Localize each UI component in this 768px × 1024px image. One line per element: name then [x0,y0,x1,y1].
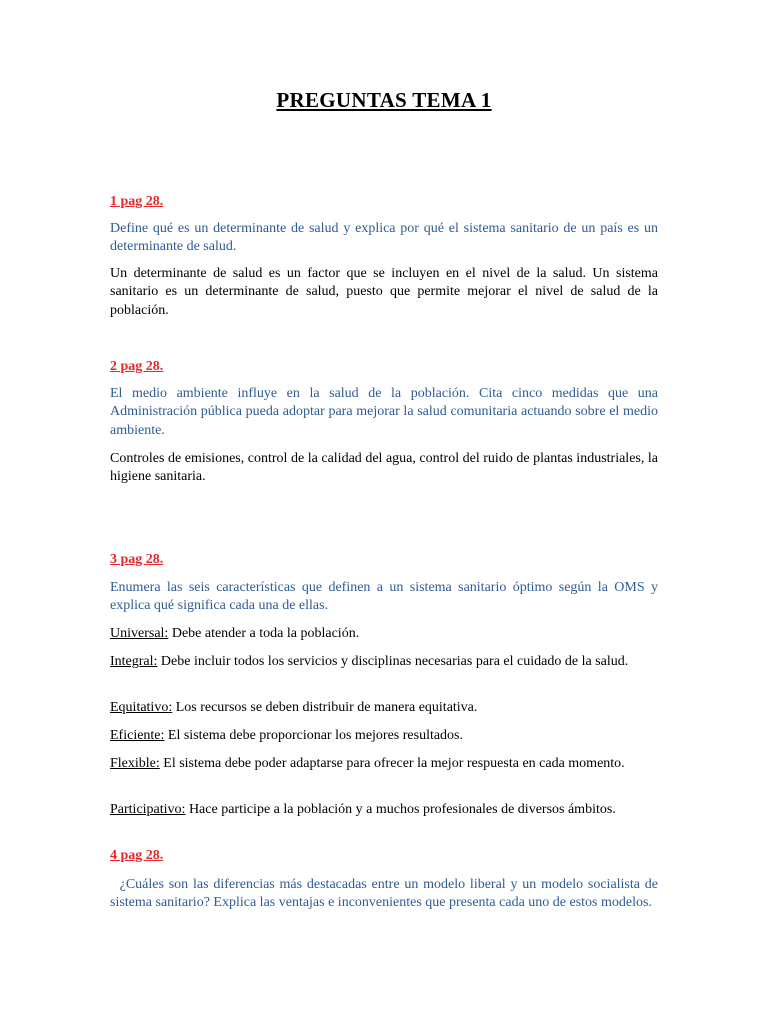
characteristic-term: Participativo: [110,802,186,817]
section-heading-4: 4 pag 28. [110,848,164,863]
characteristic-universal [110,625,658,643]
characteristic-equitativo [110,699,658,717]
characteristic-term: Equitativo: [110,700,173,715]
characteristic-flexible [110,755,658,773]
characteristic-text: Hace participe a la población y a muchos profesionales de diversos ámbitos. [185,802,616,817]
answer-1: Un determinante de salud es un factor que se incluyen en el nivel de la salud. Un sistema sanitario es un determinante de salud, puesto que permite mejorar el nivel de salud de la población. [110,266,658,318]
question-2: El medio ambiente influye en la salud de la población. Cita cinco medidas que una Administración pública pueda adoptar para mejorar la salud comunitaria actuando sobre el medio ambiente. [110,386,658,438]
characteristic-eficiente [110,727,658,745]
characteristic-text: El sistema debe proporcionar los mejores resultados. [164,728,464,743]
question-3: Enumera las seis características que definen a un sistema sanitario óptimo según la OMS y explica qué significa cada una de ellas. [110,580,658,614]
characteristic-term: Eficiente: [110,728,165,743]
question-4: ¿Cuáles son las diferencias más destacadas entre un modelo liberal y un modelo socialista de sistema sanitario? Explica las ventajas e inconvenientes que presenta cada uno de estos modelos. [110,877,662,911]
characteristic-text: Los recursos se deben distribuir de manera equitativa. [172,700,478,715]
question-1: Define qué es un determinante de salud y explica por qué el sistema sanitario de un país es un determinante de salud. [110,221,658,255]
characteristic-participativo [110,801,658,819]
characteristic-integral [110,653,658,671]
answer-2: Controles de emisiones, control de la calidad del agua, control del ruido de plantas industriales, la higiene sanitaria. [110,451,658,485]
characteristic-text: Debe incluir todos los servicios y disciplinas necesarias para el cuidado de la salud. [157,654,629,669]
page-title: PREGUNTAS TEMA 1 [276,88,492,112]
characteristic-term: Integral: [110,654,158,669]
characteristic-term: Universal: [110,626,169,641]
characteristic-text: El sistema debe poder adaptarse para ofrecer la mejor respuesta en cada momento. [159,756,625,771]
characteristic-text: Debe atender a toda la población. [168,626,360,641]
characteristic-term: Flexible: [110,756,160,771]
section-heading-1: 1 pag 28. [110,194,164,209]
section-heading-3: 3 pag 28. [110,552,164,567]
section-heading-2: 2 pag 28. [110,359,164,374]
